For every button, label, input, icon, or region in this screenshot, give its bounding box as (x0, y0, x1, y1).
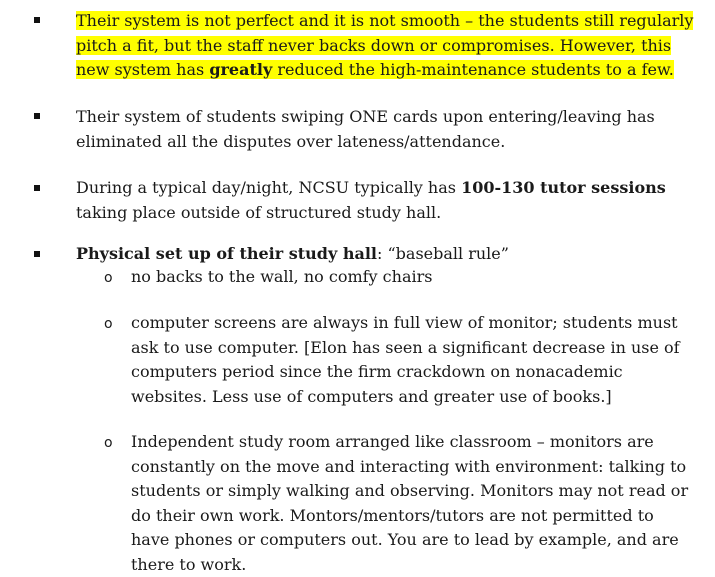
highlighted-text: new system has greatly reduced the high-maintenance students to a few. (76, 60, 674, 79)
sub-item-3: Independent study room arranged like classroom – monitors are constantly on the move and interacting with environment: talking to students or simply walking and observing. Monitors may not read or do their own work. Montors/mentors/tutors are not permitted to have phones or computers out. You are to lead by example, and are there to work. (131, 432, 689, 574)
bullet-paragraph-3: During a typical day/night, NCSU typically has 100-130 tutor sessions taking place outside of structured study hall. (76, 178, 666, 222)
bullet-paragraph-2: Their system of students swiping ONE cards upon entering/leaving has eliminated all the disputes over lateness/attendance. (76, 107, 655, 151)
section-heading: Physical set up of their study hall (76, 244, 377, 263)
highlighted-text: Their system is not perfect and it is not smooth – the students still regularly (76, 11, 694, 30)
sub-item-2: computer screens are always in full view of monitor; students must ask to use computer. [Elon has seen a significant decrease in use of computers period since the firm crackdown on nonacademic websites. Less use of computers and greater use of books.] (131, 313, 680, 406)
bullet-marker (34, 17, 40, 23)
bold-emphasis: greatly (209, 60, 273, 79)
bullet-marker (34, 251, 40, 257)
highlighted-text: pitch a fit, but the staff never backs down or compromises. However, this (76, 35, 672, 55)
bullet-marker (34, 185, 40, 191)
sub-bullet-marker: o (104, 435, 113, 451)
sub-item-1: no backs to the wall, no comfy chairs (131, 267, 433, 286)
sub-bullet-marker: o (104, 316, 113, 332)
bullet-paragraph-4: Physical set up of their study hall: “baseball rule” (76, 244, 509, 263)
bold-emphasis: 100-130 tutor sessions (461, 178, 666, 197)
sub-bullet-marker: o (104, 270, 113, 286)
bullet-marker (34, 113, 40, 119)
bullet-paragraph-1 (76, 9, 707, 83)
